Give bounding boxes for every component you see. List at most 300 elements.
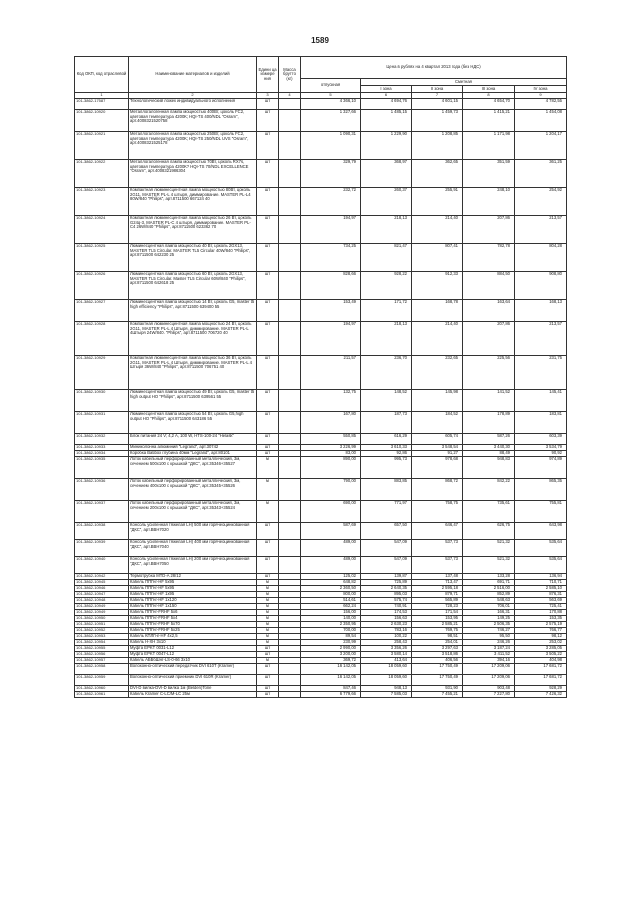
price-otpusk: 16 142,05 [301, 675, 361, 686]
price-zone-3: 1 415,21 [463, 110, 515, 132]
item-unit: шт [257, 675, 279, 686]
item-unit: м [257, 580, 279, 586]
price-zone-2: 254,01 [412, 640, 463, 646]
table-row [75, 160, 567, 188]
price-zone-1: 3 356,26 [361, 646, 412, 652]
item-unit: шт [257, 574, 279, 580]
price-zone-1: 171,72 [361, 300, 412, 322]
price-zone-2: 537,73 [412, 540, 463, 557]
price-zone-4: 153,35 [515, 616, 567, 622]
item-unit: м [257, 598, 279, 604]
price-zone-3: 248,10 [463, 188, 515, 216]
price-zone-3: 246,26 [463, 640, 515, 646]
price-zone-2: 565,89 [412, 598, 463, 604]
price-zone-3: 691,71 [463, 580, 515, 586]
item-unit: шт [257, 557, 279, 574]
item-code: 101-3862-10934 [75, 451, 129, 457]
item-unit: м [257, 628, 279, 634]
table-row [75, 322, 567, 356]
price-zone-4: 17 681,72 [515, 664, 567, 675]
price-zone-3: 706,01 [463, 604, 515, 610]
price-zone-1: 413,64 [361, 658, 412, 664]
item-code: 101-3862-10946 [75, 586, 129, 592]
price-zone-4: 253,02 [515, 640, 567, 646]
item-unit: шт [257, 322, 279, 356]
price-otpusk: 167,80 [301, 412, 361, 434]
item-code: 101-3862-10938 [75, 523, 129, 540]
item-code: 101-3862-10959 [75, 675, 129, 686]
item-name: Кабель ППГнг-FRHF 5х70 [129, 622, 257, 628]
price-otpusk: 230,99 [301, 640, 361, 646]
price-zone-3: 842,22 [463, 479, 515, 501]
price-zone-1: 1 485,15 [361, 110, 412, 132]
header-code: Код ОКП, код отраслевой [75, 57, 129, 93]
price-zone-4: 3 534,79 [515, 445, 567, 451]
price-zone-2: 2 585,21 [412, 622, 463, 628]
item-unit: шт [257, 686, 279, 692]
header-zone-1: I зона [361, 86, 412, 93]
header-otpusk: отпускная [301, 79, 361, 93]
price-zone-1: 156,63 [361, 616, 412, 622]
price-zone-3: 521,32 [463, 540, 515, 557]
item-weight [279, 675, 301, 686]
item-weight [279, 540, 301, 557]
item-name: Люминесцентная лампа мощностью 14 Вт, цоколь G5, master t5 high efficiency "Philips", арт.8711500 639400 55 [129, 300, 257, 322]
price-zone-1: 783,16 [361, 628, 412, 634]
item-weight [279, 479, 301, 501]
price-zone-1: 100,22 [361, 634, 412, 640]
price-otpusk: 1 090,31 [301, 132, 361, 160]
item-code: 101-3862-10945 [75, 580, 129, 586]
item-code: 101-3862-10920 [75, 110, 129, 132]
price-table [74, 56, 567, 698]
item-name: Люминесцентная лампа мощностью 40 Вт, цоколь 2GX13, MASTER TL5 Circular. MASTER TL5 Circular 40W/840 "Philips", арт.8711500 642230 25 [129, 244, 257, 272]
table-row [75, 523, 567, 540]
item-unit: шт [257, 188, 279, 216]
item-name: Волоконно-оптический приемник DVI 610R (Kramer) [129, 675, 257, 686]
price-zone-3: 521,32 [463, 557, 515, 574]
price-zone-4: 17 681,72 [515, 675, 567, 686]
price-otpusk: 132,75 [301, 390, 361, 412]
price-otpusk: 489,00 [301, 557, 361, 574]
column-number: 2 [129, 93, 257, 99]
header-zone-4: IV зона [515, 86, 567, 93]
price-zone-2: 362,65 [412, 160, 463, 188]
item-name: Люминесцентная лампа мощностью 54 Вт, цоколь G5,high output HO "Philips", арт.8711500 643186 55 [129, 412, 257, 434]
price-zone-3: 7 227,80 [463, 692, 515, 698]
item-unit: м [257, 634, 279, 640]
price-zone-4: 2 585,10 [515, 586, 567, 592]
item-code: 101-3862-10923 [75, 188, 129, 216]
price-zone-4: 2 575,19 [515, 622, 567, 628]
item-unit: шт [257, 523, 279, 540]
price-zone-3: 166,31 [463, 610, 515, 616]
price-zone-4: 876,31 [515, 592, 567, 598]
price-otpusk: 83,00 [301, 451, 361, 457]
price-zone-3: 3 440,30 [463, 445, 515, 451]
price-zone-3: 17 209,06 [463, 675, 515, 686]
column-number: 9 [515, 93, 567, 99]
item-unit: шт [257, 412, 279, 434]
item-code: 101-3862-10949 [75, 610, 129, 616]
price-zone-1: 725,89 [361, 580, 412, 586]
item-name: Компактная люминесцентная лампа мощностью 80Вт, цоколь 2G11, MASTER PL-L 4 штыря, диммирование. MASTER PL-L4 80W/840 "Philips", арт.8711500 667124 40 [129, 188, 257, 216]
price-zone-4: 603,39 [515, 434, 567, 445]
table-row [75, 557, 567, 574]
column-number: 1 [75, 93, 129, 99]
price-zone-3: 207,86 [463, 216, 515, 244]
item-name: Металлогалогенная лампа мощностью 70Вт, цоколь RX7s, цветовая температура 4200К? HQI-TS 70/NDL EXCELLENCE "Osram", арт.4008321986304 [129, 160, 257, 188]
table-row [75, 188, 567, 216]
price-otpusk: 514,61 [301, 598, 361, 604]
price-zone-1: 18 059,60 [361, 664, 412, 675]
price-zone-1: 148,52 [361, 390, 412, 412]
price-zone-1: 4 694,76 [361, 99, 412, 110]
price-zone-3: 746,27 [463, 628, 515, 634]
price-zone-3: 626,75 [463, 523, 515, 540]
price-otpusk: 2 990,00 [301, 646, 361, 652]
item-code: 101-3862-10947 [75, 592, 129, 598]
price-zone-4: 535,64 [515, 557, 567, 574]
price-zone-4: 7 426,32 [515, 692, 567, 698]
item-name: Муфта EPKT 0031-L12 [129, 646, 257, 652]
price-zone-4: 213,57 [515, 216, 567, 244]
item-name: Лоток кабельный перфорированный металлический, 3м, сечением 200х100 с крышкой "ДКС", арт.35343+35524 [129, 501, 257, 523]
item-name: Кабель КПЛГнг-HF 4х2,5 [129, 634, 257, 640]
item-weight [279, 99, 301, 110]
item-name: Металлогалогенная лампа мощностью 400Вт, цоколь FC2, цветовая температура 4200К; HQI-TS 400/NDL "Osram", арт.4008321520758 [129, 110, 257, 132]
item-code: 101-3862-17587 [75, 99, 129, 110]
item-code: 101-3862-10960 [75, 686, 129, 692]
item-name: Кабель ППГнг-FRHF 5х25 [129, 628, 257, 634]
price-zone-2: 807,41 [412, 244, 463, 272]
item-name: Волоконно-оптический передатчик DVI 610T (Kramer) [129, 664, 257, 675]
item-code: 101-3862-10940 [75, 557, 129, 574]
price-zone-4: 928,29 [515, 686, 567, 692]
price-otpusk: 800,00 [301, 592, 361, 598]
item-unit: м [257, 658, 279, 664]
item-code: 101-3862-10926 [75, 272, 129, 300]
price-zone-4: 1 454,08 [515, 110, 567, 132]
item-weight [279, 356, 301, 390]
page-number: 1589 [311, 36, 329, 45]
price-zone-4: 3 505,22 [515, 652, 567, 658]
price-zone-2: 605,74 [412, 434, 463, 445]
price-zone-1: 139,87 [361, 574, 412, 580]
item-code: 101-3862-10927 [75, 300, 129, 322]
price-zone-4: 361,25 [515, 160, 567, 188]
price-otpusk: 2 350,95 [301, 622, 361, 628]
item-weight [279, 557, 301, 574]
price-zone-2: 3 297,63 [412, 646, 463, 652]
item-code: 101-3862-10953 [75, 634, 129, 640]
price-zone-2: 17 750,49 [412, 675, 463, 686]
price-zone-1: 174,53 [361, 610, 412, 616]
item-code: 101-3862-10950 [75, 616, 129, 622]
price-zone-1: 260,37 [361, 188, 412, 216]
price-zone-2: 1 459,73 [412, 110, 463, 132]
price-zone-1: 657,50 [361, 523, 412, 540]
item-weight [279, 160, 301, 188]
price-zone-3: 852,89 [463, 592, 515, 598]
price-zone-2: 406,56 [412, 658, 463, 664]
item-unit: шт [257, 216, 279, 244]
item-unit: м [257, 501, 279, 523]
price-otpusk: 890,00 [301, 457, 361, 479]
item-code: 101-3862-10957 [75, 658, 129, 664]
item-name: Муфта EPKT 0047-L12 [129, 652, 257, 658]
price-zone-1: 236,70 [361, 356, 412, 390]
column-number: 4 [279, 93, 301, 99]
price-otpusk: 194,97 [301, 216, 361, 244]
price-zone-2: 769,75 [412, 628, 463, 634]
item-unit: шт [257, 646, 279, 652]
item-code: 101-3862-10932 [75, 434, 129, 445]
price-zone-3: 149,25 [463, 616, 515, 622]
price-otpusk: 700,00 [301, 628, 361, 634]
price-otpusk: 587,69 [301, 523, 361, 540]
price-zone-2: 255,91 [412, 188, 463, 216]
price-otpusk: 550,85 [301, 434, 361, 445]
table-row [75, 479, 567, 501]
price-zone-1: 18 059,60 [361, 675, 412, 686]
table-row [75, 132, 567, 160]
item-name: Кабель ППГнг-HF 1х150 [129, 604, 257, 610]
price-zone-2: 214,40 [412, 216, 463, 244]
header-smetnaya: Сметная [361, 79, 567, 86]
price-zone-4: 170,88 [515, 610, 567, 616]
table-row [75, 692, 567, 698]
item-weight [279, 664, 301, 675]
price-zone-3: 207,86 [463, 322, 515, 356]
price-otpusk: 790,00 [301, 479, 361, 501]
price-zone-1: 928,22 [361, 272, 412, 300]
header-price-title: Цена в рублях на 4 квартал 2013 года (без НДС) [301, 57, 567, 79]
item-code: 101-3862-10937 [75, 501, 129, 523]
price-zone-2: 4 601,15 [412, 99, 463, 110]
item-unit: шт [257, 244, 279, 272]
item-name: Компактная люминесцентная лампа мощностью 24 Вт, цоколь 2G11, MASTER PL-L 4 Штыря, диммирование. MASTER PL-L 4Штыря 24W/840. "Philips", арт.8711500 706720 40 [129, 322, 257, 356]
price-zone-4: 136,94 [515, 574, 567, 580]
item-unit: м [257, 640, 279, 646]
table-row [75, 501, 567, 523]
item-name: Коробка Batibox глубина 40мм "Legrand", арт.80101 [129, 451, 257, 457]
price-otpusk: 6 779,66 [301, 692, 361, 698]
table-row [75, 412, 567, 434]
item-weight [279, 457, 301, 479]
item-unit: м [257, 622, 279, 628]
price-zone-3: 4 654,70 [463, 99, 515, 110]
price-zone-4: 404,98 [515, 658, 567, 664]
item-unit: шт [257, 272, 279, 300]
price-zone-3: 2 506,35 [463, 622, 515, 628]
item-name: Консоль усиленная тяжелая LH) 500 мм горячеоцинкованная "ДКС", арт.BBH7020 [129, 523, 257, 540]
price-zone-2: 912,33 [412, 272, 463, 300]
price-otpusk: 329,79 [301, 160, 361, 188]
item-name: Кабель ППГнг-FRHF 5х4 [129, 616, 257, 622]
item-name: Кабель Kramer C-LC/M-LC 25м [129, 692, 257, 698]
price-zone-2: 91,27 [412, 451, 463, 457]
price-zone-1: 218,13 [361, 322, 412, 356]
price-zone-3: 163,64 [463, 300, 515, 322]
price-zone-1: 3 580,14 [361, 652, 412, 658]
item-code: 101-3862-10951 [75, 622, 129, 628]
price-zone-3: 95,50 [463, 634, 515, 640]
item-name: Кабель АББбШнг-LS-0-66 3х10 [129, 658, 257, 664]
price-zone-2: 3 518,86 [412, 652, 463, 658]
price-zone-1: 3 610,33 [361, 445, 412, 451]
item-name: Кабель ППГнг-HF 1х120 [129, 598, 257, 604]
table-row [75, 216, 567, 244]
price-zone-1: 948,13 [361, 686, 412, 692]
price-otpusk: 232,72 [301, 188, 361, 216]
price-zone-3: 948,83 [463, 457, 515, 479]
header-zone-3: III зона [463, 86, 515, 93]
item-weight [279, 523, 301, 540]
header-weight: Масса брутто (кг) [279, 57, 301, 93]
item-weight [279, 188, 301, 216]
item-name: Кабель ППГнг-HF 1х95 [129, 592, 257, 598]
item-code: 101-3862-10930 [75, 390, 129, 412]
price-zone-3: 88,49 [463, 451, 515, 457]
item-code: 101-3862-10925 [75, 244, 129, 272]
price-zone-4: 1 204,17 [515, 132, 567, 160]
price-zone-1: 2 630,23 [361, 622, 412, 628]
price-zone-1: 575,74 [361, 598, 412, 604]
price-zone-2: 758,75 [412, 501, 463, 523]
item-unit: м [257, 616, 279, 622]
price-zone-2: 137,48 [412, 574, 463, 580]
price-zone-4: 766,77 [515, 628, 567, 634]
price-zone-3: 3 187,24 [463, 646, 515, 652]
item-unit: шт [257, 356, 279, 390]
item-weight [279, 244, 301, 272]
item-name: Люминесцентная лампа мощностью 60 Вт, цоколь 2GX13, MASTER TL5 Circular. Master TL5 Circular 60W/840 "Philips", арт.8711500 642618 25 [129, 272, 257, 300]
price-zone-4: 213,57 [515, 322, 567, 356]
price-zone-1: 1 229,90 [361, 132, 412, 160]
price-zone-2: 3 548,54 [412, 445, 463, 451]
price-zone-3: 2 516,00 [463, 586, 515, 592]
price-zone-3: 141,52 [463, 390, 515, 412]
price-zone-4: 710,71 [515, 580, 567, 586]
price-zone-1: 895,03 [361, 592, 412, 598]
price-zone-3: 225,56 [463, 356, 515, 390]
price-zone-3: 782,78 [463, 244, 515, 272]
price-zone-4: 4 782,55 [515, 99, 567, 110]
price-zone-1: 92,86 [361, 451, 412, 457]
table-row [75, 457, 567, 479]
item-name: Металлогалогенная лампа мощностью 250Вт, цоколь FC2, цветовая температура 4200К; HQI-TS 250/NDL UVS "Osram", арт.4008321525178 [129, 132, 257, 160]
item-weight [279, 501, 301, 523]
item-unit: шт [257, 664, 279, 675]
item-code: 101-3862-10939 [75, 540, 129, 557]
item-name: Кабель ППГнг-FRHF 5х6 [129, 610, 257, 616]
column-number: 7 [412, 93, 463, 99]
item-name: DVI-D вилка-DVI-D вилка 1м (Belden)Tone [129, 686, 257, 692]
price-otpusk: 1 327,66 [301, 110, 361, 132]
price-zone-4: 254,92 [515, 188, 567, 216]
table-body [75, 99, 567, 698]
item-code: 101-3862-10933 [75, 445, 129, 451]
price-zone-2: 868,72 [412, 479, 463, 501]
item-unit: м [257, 586, 279, 592]
item-unit: шт [257, 692, 279, 698]
column-number: 3 [257, 93, 279, 99]
price-zone-3: 3 411,52 [463, 652, 515, 658]
price-zone-3: 178,89 [463, 412, 515, 434]
price-otpusk: 3 226,99 [301, 445, 361, 451]
item-unit: м [257, 604, 279, 610]
item-unit: шт [257, 540, 279, 557]
header-zone-2: II зона [412, 86, 463, 93]
price-otpusk: 140,00 [301, 616, 361, 622]
item-unit: м [257, 479, 279, 501]
price-zone-4: 643,98 [515, 523, 567, 540]
price-zone-2: 931,90 [412, 686, 463, 692]
table-row [75, 99, 567, 110]
item-unit: шт [257, 110, 279, 132]
price-zone-1: 7 585,03 [361, 692, 412, 698]
price-zone-2: 171,54 [412, 610, 463, 616]
price-zone-2: 184,52 [412, 412, 463, 434]
item-weight [279, 412, 301, 434]
price-otpusk: 3 200,00 [301, 652, 361, 658]
price-otpusk: 194,97 [301, 322, 361, 356]
table-row [75, 675, 567, 686]
price-zone-3: 17 209,06 [463, 664, 515, 675]
table-row [75, 356, 567, 390]
price-zone-3: 394,16 [463, 658, 515, 664]
price-zone-4: 563,69 [515, 598, 567, 604]
price-zone-2: 232,65 [412, 356, 463, 390]
price-zone-1: 547,09 [361, 557, 412, 574]
item-name: Лоток кабельный перфорированный металлический, 3м, сечением 500х100 с крышкой "ДКС", арт.35346+35527 [129, 457, 257, 479]
item-code: 101-3862-10952 [75, 628, 129, 634]
header-name: Наименование материалов и изделий [129, 57, 257, 93]
price-zone-4: 168,13 [515, 300, 567, 322]
item-code: 101-3862-10921 [75, 132, 129, 160]
item-code: 101-3862-10955 [75, 646, 129, 652]
price-otpusk: 211,57 [301, 356, 361, 390]
table-row [75, 272, 567, 300]
price-zone-2: 978,68 [412, 457, 463, 479]
price-otpusk: 89,54 [301, 634, 361, 640]
item-name: Компактная люминесцентная лампа мощностью 36 Вт, цоколь 2G11, MASTER PL-L 4 Штыря, диммирование. MASTER PL-L 4 Штыря 36W/840 "Philips", арт.8711500 706751 40 [129, 356, 257, 390]
item-weight [279, 110, 301, 132]
item-code: 101-3862-10942 [75, 574, 129, 580]
price-zone-1: 771,97 [361, 501, 412, 523]
item-name: Блок питания 24 V; 4,2 A, 100 W, HTS-100-24 "Helask" [129, 434, 257, 445]
price-zone-1: 740,91 [361, 604, 412, 610]
item-code: 101-3862-10954 [75, 640, 129, 646]
price-otpusk: 662,24 [301, 604, 361, 610]
item-name: Люминесцентная лампа мощностью 49 Вт, цоколь G5, master t5 high output HO "Philips", арт.8711500 639561 55 [129, 390, 257, 412]
column-number: 6 [361, 93, 412, 99]
price-zone-3: 903,48 [463, 686, 515, 692]
price-otpusk: 734,25 [301, 244, 361, 272]
item-unit: шт [257, 132, 279, 160]
price-zone-4: 755,81 [515, 501, 567, 523]
item-name: Консоль усиленная тяжелая LH) 200 мм горячеоцинкованная "ДКС", арт.BBH7050 [129, 557, 257, 574]
table-row [75, 390, 567, 412]
price-zone-2: 713,47 [412, 580, 463, 586]
price-zone-1: 547,09 [361, 540, 412, 557]
column-number: 8 [463, 93, 515, 99]
price-zone-4: 90,92 [515, 451, 567, 457]
table-row [75, 244, 567, 272]
item-unit: шт [257, 652, 279, 658]
price-zone-1: 218,13 [361, 216, 412, 244]
